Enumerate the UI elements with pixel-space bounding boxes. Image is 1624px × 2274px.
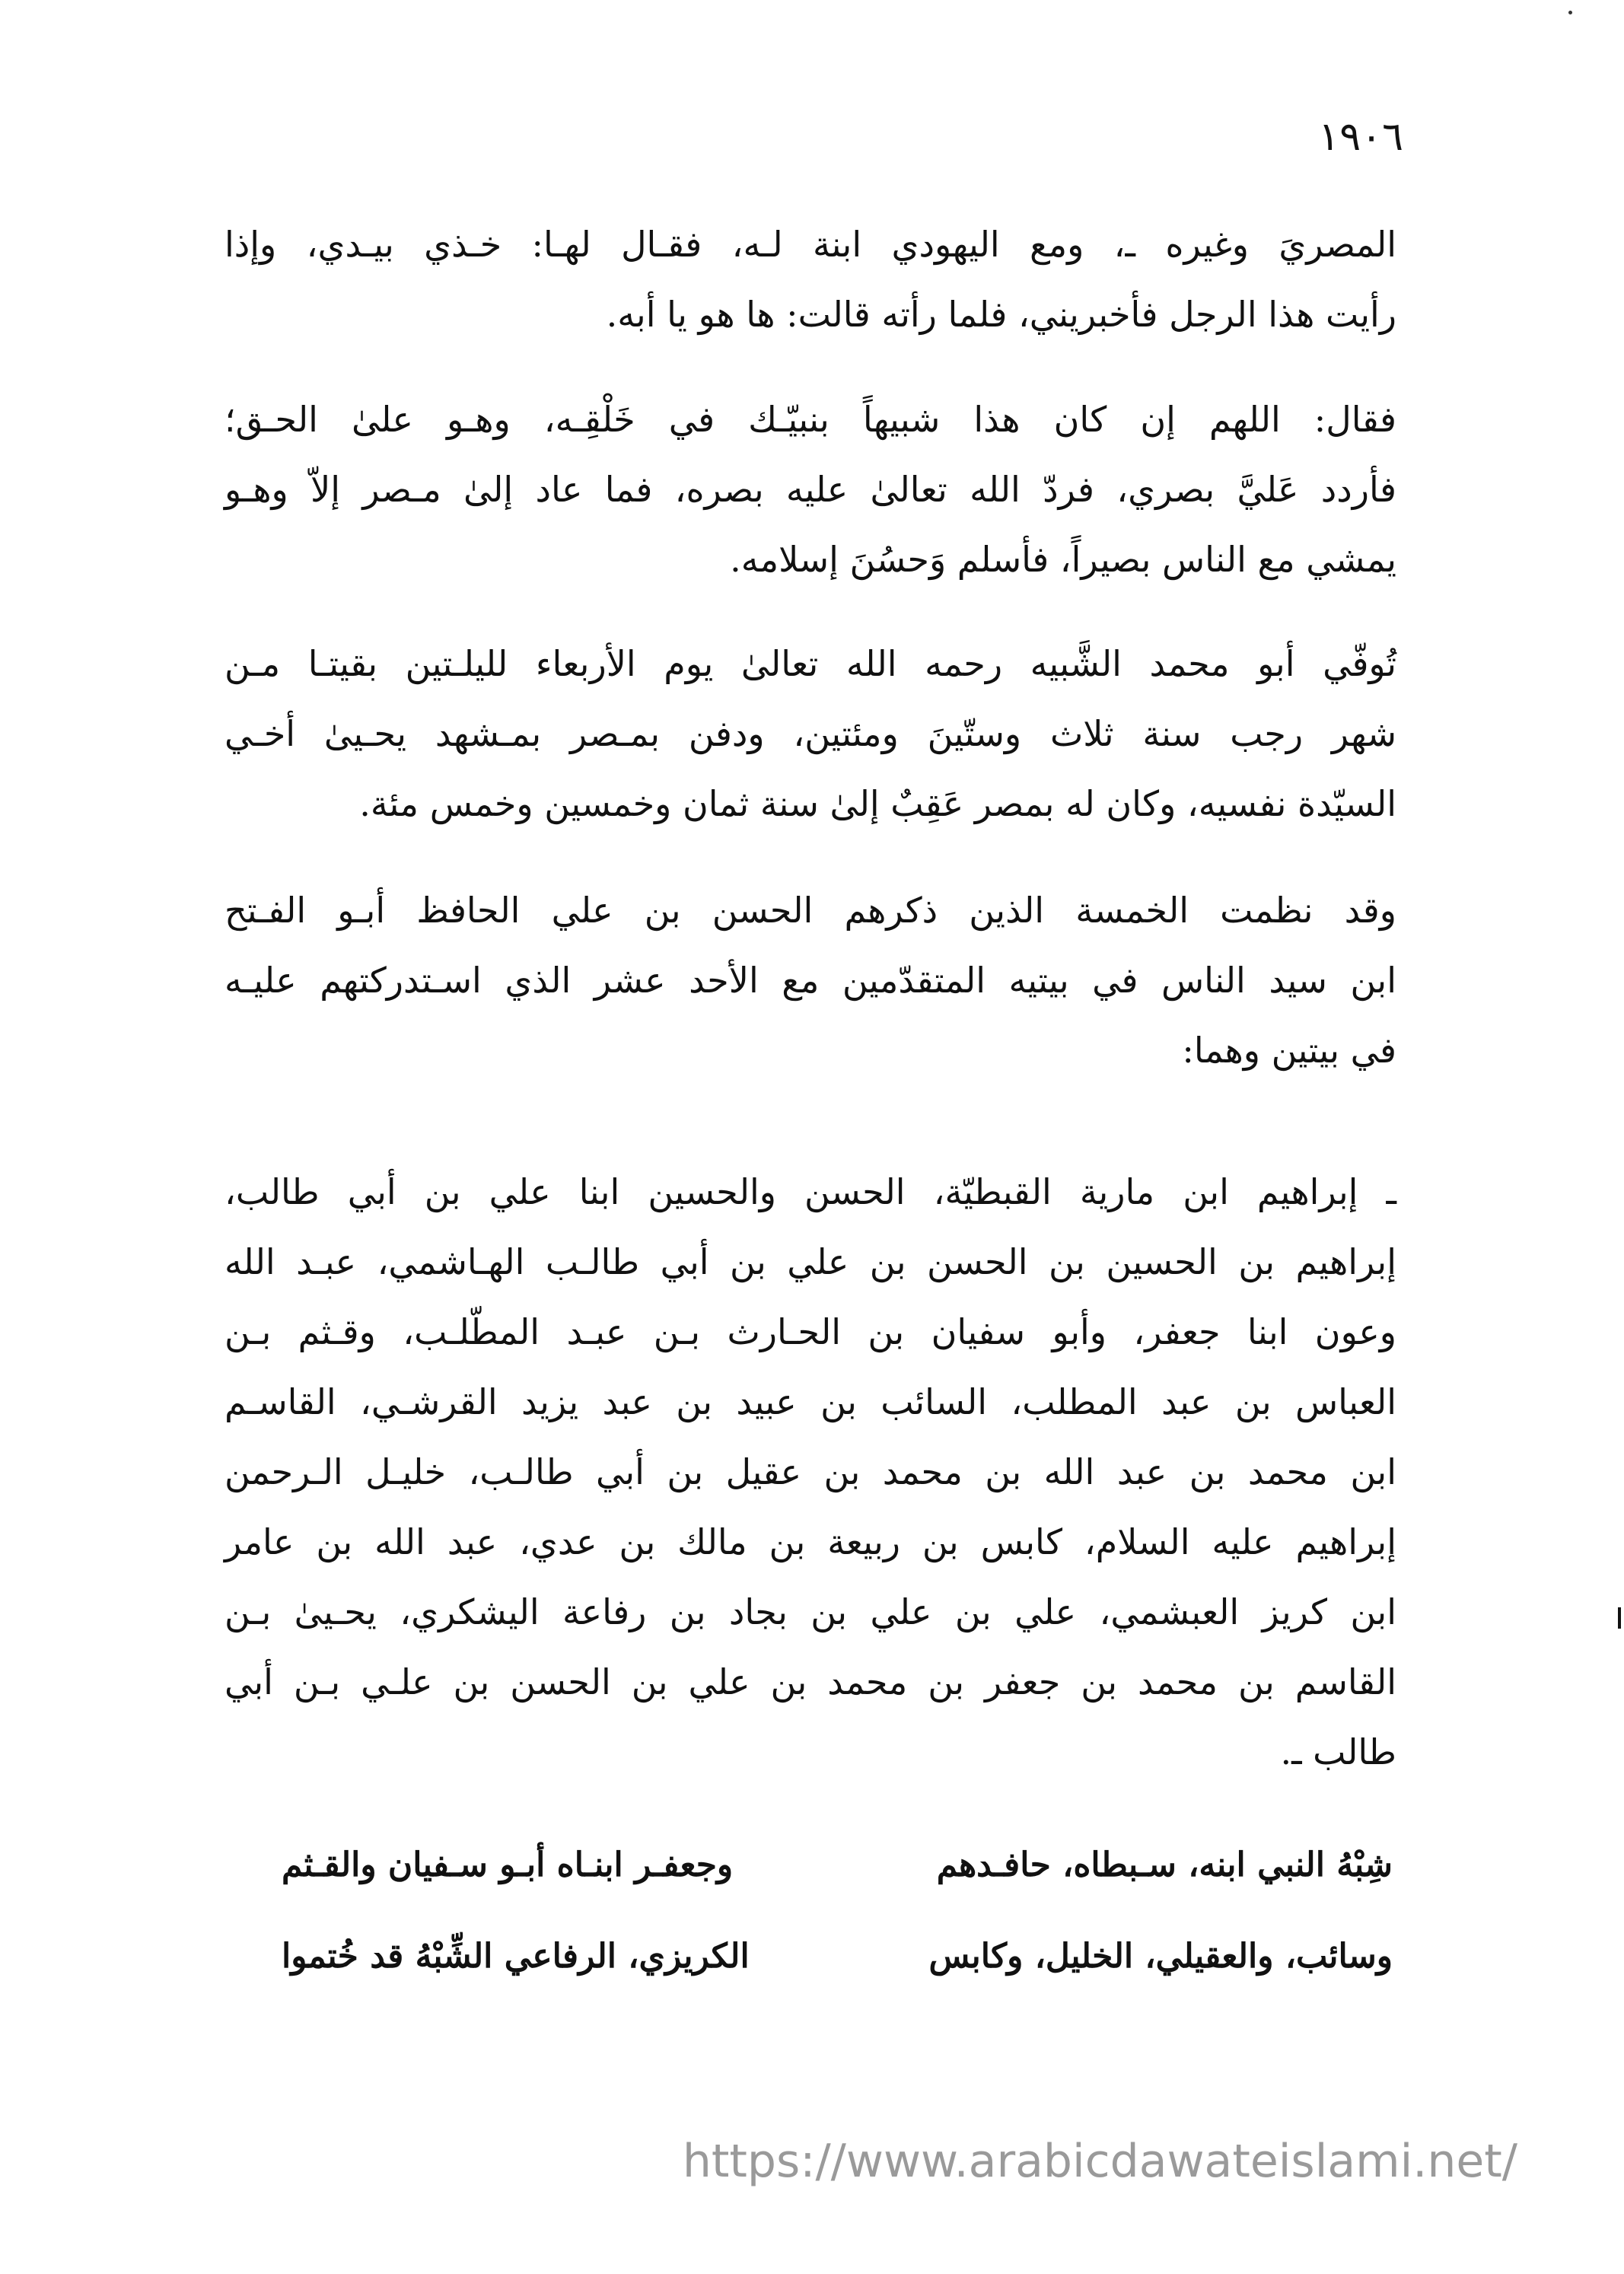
text-line: إبراهيم بن الحسين بن الحسن بن علي بن أبي طالـب الهـاشمي، عبـد الله [224,1241,1396,1282]
text-line: تُوفّي أبو محمد الشَّبيه رحمه الله تعالىٰ يوم الأربعاء لليلـتين بقيتـا مـن [224,643,1396,684]
text-line: وعون ابنا جعفر، وأبو سفيان بن الحـارث بـن عبـد المطّلـب، وقـثم بـن [224,1311,1396,1352]
verse-line-1 [282,1846,1393,1906]
scan-corner-dot [1568,11,1572,14]
page-number: ١٩٠٦ [1318,114,1403,160]
text-line: المصريَ وغيره ـ، ومع اليهودي ابنة لـه، فقـال لهـا: خـذي بيـدي، وإذا [224,224,1396,265]
text-line: فأردد عَليَّ بصري، فردّ الله تعالىٰ عليه بصره، فما عاد إلىٰ مـصر إلاّ وهـو [224,469,1396,510]
verse-line-2 [282,1937,1393,1998]
text-line: إبراهيم عليه السلام، كابس بن ربيعة بن مالك بن عدي، عبد الله بن عامر [224,1521,1396,1562]
scan-edge-mark [1618,1607,1621,1629]
text-line: وقد نظمت الخمسة الذين ذكرهم الحسن بن علي الحافظ أبـو الفـتح [224,890,1396,931]
text-line: ابن سيد الناس في بيتيه المتقدّمين مع الأحد عشر الذي اسـتدركتهم عليـه [224,960,1396,1001]
verse-first-hemistich: وسائب، والعقيلي، الخليل، وكابس [928,1937,1393,1976]
text-line: في بيتين وهما: [1182,1030,1396,1071]
text-line: ابن محمد بن عبد الله بن محمد بن عقيل بن أبي طالـب، خليـل الـرحمن [224,1451,1396,1492]
text-line: فقال: اللهم إن كان هذا شبيهاً بنبيّـك في خَلْقِـه، وهـو علىٰ الحـق؛ [224,399,1396,440]
text-line: العباس بن عبد المطلب، السائب بن عبيد بن عبد يزيد القرشـي، القاسـم [224,1381,1396,1422]
paragraph-2 [224,384,1396,594]
verse-second-hemistich: الكريزي، الرفاعي الشِّبْهُ قد خُتموا [282,1937,750,1976]
text-line: طالب ـ. [1280,1731,1396,1772]
text-line: ـ إبراهيم ابن مارية القبطيّة، الحسن والحسين ابنا علي بن أبي طالب، [224,1171,1396,1212]
website-watermark: https://www.arabicdawateislami.net/ [682,2135,1517,2188]
verse-first-hemistich: شِبْهُ النبي ابنه، سـبطاه، حافـدهم [936,1846,1393,1884]
paragraph-4 [224,875,1396,1085]
text-line: السيّدة نفسيه، وكان له بمصر عَقِبٌ إلىٰ سنة ثمان وخمسين وخمس مئة. [359,783,1396,824]
paragraph-3 [224,629,1396,839]
verse-second-hemistich: وجعفـر ابنـاه أبـو سـفيان والقـثم [282,1846,734,1884]
text-line: ابن كريز العبشمي، علي بن علي بن بجاد بن رفاعة اليشكري، يحـيىٰ بـن [224,1591,1396,1632]
text-line: يمشي مع الناس بصيراً، فأسلم وَحسُنَ إسلامه. [730,539,1396,580]
text-line: القاسم بن محمد بن جعفر بن محمد بن علي بن الحسن بن علـي بـن أبي [224,1661,1396,1702]
text-line: شهر رجب سنة ثلاث وستّينَ ومئتين، ودفن بمـصر بمـشهد يحـيىٰ أخـي [224,713,1396,754]
paragraph-5 [224,1157,1396,1787]
paragraph-1 [224,209,1396,349]
text-line: رأيت هذا الرجل فأخبريني، فلما رأته قالت: ها هو يا أبه. [606,294,1396,335]
